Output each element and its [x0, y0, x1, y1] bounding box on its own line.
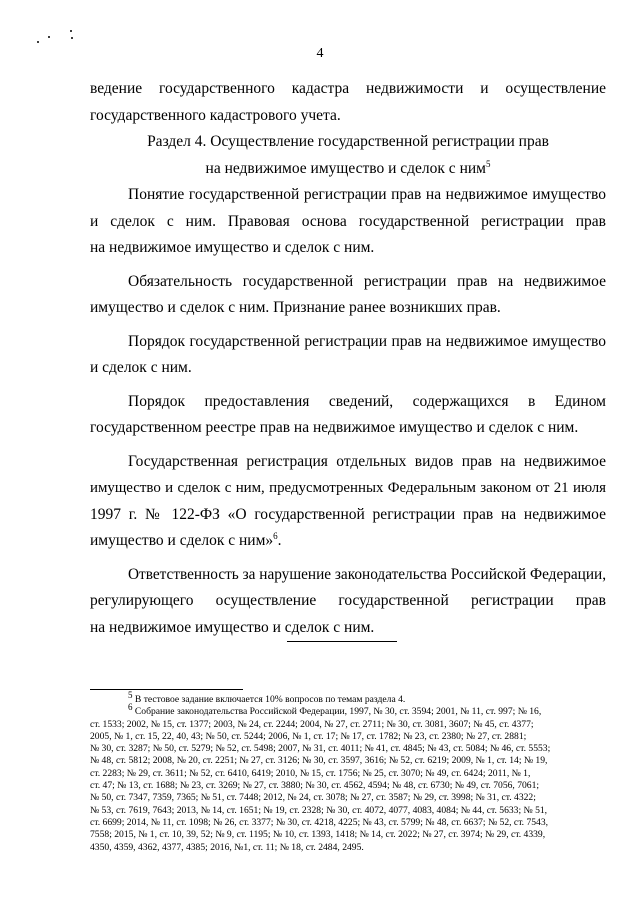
text-line: и сделок с ним. Правовая основа государственной регистрации прав [90, 212, 606, 230]
text-line: государственного кадастрового учета. [90, 106, 341, 124]
footnotes [90, 689, 606, 854]
footnote-line: ст. 2283; № 29, ст. 3611; № 52, ст. 6410, 6419; 2010, № 15, ст. 1756; № 25, ст. 3070; № 49, ст. 6424; 2011, № 1, [90, 767, 531, 779]
text-line: и сделок с ним. [90, 359, 192, 376]
text-line: Порядок государственной регистрации прав на недвижимое имущество [128, 332, 606, 350]
page-number: 4 [316, 46, 324, 61]
page-body [90, 76, 606, 641]
text-line: Понятие государственной регистрации прав на недвижимое имущество [128, 186, 606, 203]
text-line: 1997 г. № 122-ФЗ «О государственной регистрации прав на недвижимое [90, 505, 606, 523]
footnote-ref: 5 [485, 158, 491, 169]
text-line: государственном реестре прав на недвижимое имущество и сделок с ним. [90, 419, 579, 436]
footnote-line: 2005, № 1, ст. 15, 22, 40, 43; № 50, ст. 5244; 2006, № 1, ст. 17; № 17, ст. 1782; № 23, ст. 2380; № 27, ст. 2881; [90, 730, 527, 742]
section-heading: на недвижимое имущество и сделок с ним$^5$ [205, 158, 491, 177]
footnote-line: № 53, ст. 7619, 7643; 2013, № 14, ст. 1651; № 19, ст. 2328; № 30, ст. 4072, 4077, 4083, 4084; № 44, ст. 5633; № 51, [90, 804, 548, 816]
footnote-ref: 6 [273, 530, 278, 541]
text-line: Государственная регистрация отдельных видов прав на недвижимое [128, 452, 606, 470]
text-line: Обязательность государственной регистрации прав на недвижимое [128, 272, 606, 290]
footnote-rule [90, 689, 243, 690]
text-line: Порядок предоставления сведений, содержащихся в Едином [128, 392, 606, 410]
footnote-line: ст. 6699; 2014, № 11, ст. 1098; № 26, ст. 3377; № 30, ст. 4218, 4225; № 43, ст. 5799; № 48, ст. 6637; № 52, ст. 7543, [90, 816, 549, 828]
scan-speck [70, 30, 72, 32]
separator-line [287, 641, 397, 642]
scan-speck [71, 37, 73, 39]
text-line: имущество и сделок с ним. Признание ранее возникших прав. [90, 299, 501, 316]
scan-speck [48, 36, 50, 38]
footnote-6: $^6$ Собрание законодательства Российской Федерации, 1997, № 30, ст. 3594; 2001, № 11, ст. 997; № 16, [128, 702, 542, 718]
footnote-line: № 30, ст. 3287; № 50, ст. 5279; № 52, ст. 5498; 2007, № 31, ст. 4011; № 41, ст. 4845; № 43, ст. 5084; № 46, ст. 5553; [90, 743, 551, 755]
text-line: регулирующего осуществление государственной регистрации прав [90, 592, 606, 609]
scan-speck [37, 41, 39, 43]
footnote-line: № 48, ст. 5812; 2008, № 20, ст. 2251; № 27, ст. 3126; № 30, ст. 3597, 3616; № 52, ст. 6219; 2009, № 1, ст. 14; № 19, [90, 755, 548, 767]
text-line: имущество и сделок с ним»$^6$. [90, 530, 282, 549]
footnote-line: 4350, 4359, 4362, 4377, 4385; 2016, №1, ст. 11; № 18, ст. 2484, 2495. [90, 841, 364, 853]
footnote-line: ст. 47; № 13, ст. 1688; № 23, ст. 3269; № 27, ст. 3880; № 30, ст. 4562, 4594; № 48, ст. 6730; № 49, ст. 7056, 7061; [90, 780, 540, 792]
footnote-5: $^5$ В тестовое задание включается 10% вопросов по темам раздела 4. [128, 689, 406, 705]
footnote-line: 7558; 2015, № 1, ст. 10, 39, 52; № 9, ст. 1195; № 10, ст. 1393, 1418; № 14, ст. 2022; № 27, ст. 3974; № 29, ст. 4339, [90, 829, 546, 841]
text-line: на недвижимое имущество и сделок с ним. [90, 618, 375, 636]
text-line: Ответственность за нарушение законодательства Российской Федерации, [128, 565, 607, 583]
text-line: имущество и сделок с ним, предусмотренных Федеральным законом от 21 июля [90, 480, 606, 496]
text-line: ведение государственного кадастра недвижимости и осуществление [90, 80, 606, 97]
footnote-line: № 50, ст. 7347, 7359, 7365; № 51, ст. 7448; 2012, № 24, ст. 3078; № 27, ст. 3587; № 29, ст. 3998; № 31, ст. 4322; [90, 792, 536, 804]
text-line: на недвижимое имущество и сделок с ним. [90, 239, 375, 256]
footnote-line: ст. 1533; 2002, № 15, ст. 1377; 2003, № 24, ст. 2244; 2004, № 27, ст. 2711; № 30, ст. 3081, 3607; № 45, ст. 4377; [90, 718, 534, 730]
section-heading: Раздел 4. Осуществление государственной регистрации прав [147, 133, 549, 150]
